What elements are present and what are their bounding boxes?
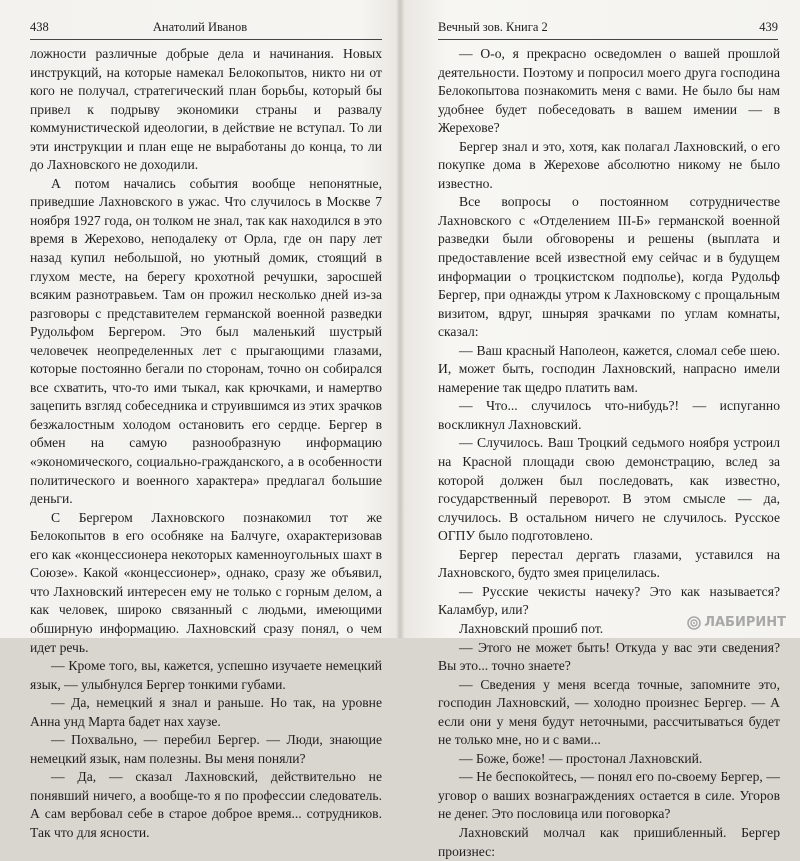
header-rule [30, 39, 382, 40]
paragraph: — Да, — сказал Лахновский, действительно не понявший ничего, а вообще-то я по профессии следователь. А сам вербовал себе в старое доброе время... сотрудников. Так что для ясности. [30, 769, 382, 840]
paragraph: — Ваш красный Наполеон, кажется, сломал себе шею. И, может быть, господин Лахновский, напрасно имели намерение так щедро платить вам. [438, 342, 780, 395]
watermark [687, 615, 786, 630]
paragraph: — Этого не может быть! Откуда у вас эти сведения? Вы это... точно знаете? [438, 639, 780, 674]
paragraph: С Бергером Лахновского познакомил тот же Белокопытов в его особняке на Балчуге, охарактеризовав его как «концессионера некоторых каменноугольных шахт в Союзе». Какой «концессионер», однако, сразу же объявил, что Лахновский интересен ему не только с горным делом, а как человек, широко связанный с людьми, имеющими обширную информацию. Лахновский сразу понял, о чем идет речь. [30, 509, 382, 655]
paragraph: — Да, немецкий я знал и раньше. Но так, на уровне Анна унд Марта бадет нах хаузе. [30, 695, 382, 729]
paragraph: — О-о, я прекрасно осведомлен о вашей прошлой деятельности. Поэтому и попросил моего друга господина Белокопытова познакомить меня с вами. Не было бы нам удобнее будет побеседовать в вашем имении — в Жерехове? [438, 46, 780, 136]
watermark-text: ЛАБИРИНТ [704, 615, 786, 630]
paragraph: — Сведения у меня всегда точные, запомните это, господин Лахновский, — холодно произнес Бергер. — А если они у меня будут неточными, рассчитываться будет не только мне, но и с вами... [438, 676, 780, 748]
right-page [400, 0, 800, 859]
paragraph: — Не беспокойтесь, — понял его по-своему Бергер, — уговор о ваших вознаграждениях остается в силе. Угоров не денег. Это пословица или поговорка? [438, 769, 780, 822]
paragraph: Лахновский молчал как пришибленный. Бергер произнес: [438, 824, 780, 859]
page-number: 439 [759, 20, 778, 34]
left-page [0, 0, 400, 840]
running-title: Анатолий Иванов [152, 20, 248, 34]
paragraph: А потом начались события вообще непонятные, приведшие Лахновского в ужас. Что случилось в Москве 7 ноября 1927 года, он толком не знал, так как находился в это время в Жерехово, неподалеку от Орла, где он пару лет назад купил небольшой, но уютный домик, стоящий в глухом месте, на берегу крохотной речушки, заросшей всяким разнотравьем. Там он прожил несколько дней из-за разговоры с представителем германской военной разведки Рудольфом Бергером. Это был маленький шустрый человечек неопределенных лет с прыгающими глазами, которые постоянно бегали по сторонам, точно он собирался все схватить, что-то ими тыкал, как крючками, и намертво зацепить взгляд собеседника и струившимся из этих зрачков безжалостным холодом остановить его сердце. Бергер в обмен на самую разнообразную информацию «экономического, социально-гражданского, а в особенности политического и военного характера» предлагал большие деньги. [30, 175, 382, 507]
header-rule [438, 39, 778, 40]
paragraph: Лахновский прошиб пот. [459, 620, 604, 636]
paragraph: — Кроме того, вы, кажется, успешно изучаете немецкий язык, — улыбнулся Бергер тонкими губами. [30, 658, 382, 692]
page-text [30, 45, 382, 843]
paragraph: — Похвально, — перебил Бергер. — Люди, знающие немецкий язык, нам полезны. Вы меня поняли? [30, 732, 382, 766]
paragraph: — Русские чекисты начеку? Это как называется? Каламбур, или? [438, 583, 780, 618]
page-text [438, 45, 780, 861]
paragraph: Все вопросы о постоянном сотрудничестве Лахновского с «Отделением III-Б» германской военной разведки были обговорены и решены (выплата и предоставление всей известной ему сейчас и в будущем информации о троцкистском подполье), когда Рудольф Бергер, при однажды утром к Лахновскому с прощальным визитом, вдруг, шныряя зрачками по углам комнаты, сказал: [438, 194, 780, 340]
paragraph: — Боже, боже! — простонал Лахновский. [459, 750, 703, 766]
labyrinth-logo-icon [687, 616, 701, 630]
page-number: 438 [30, 20, 49, 34]
paragraph: ложности различные добрые дела и начинания. Новых инструкций, на которые намекал Белокопытов, никто ни от кого не получал, стратегический план борьбы, который бы привел к подрыву экономики страны и развалу коммунистической идеологии, в действие не вступал. То ли эти инструкции и план еще не выработаны до конца, то ли до Лахновского не доходили. [30, 46, 382, 173]
paragraph: Бергер знал и это, хотя, как полагал Лахновский, о его покупке дома в Жерехове абсолютно никому не было известно. [438, 138, 780, 191]
running-title: Вечный зов. Книга 2 [438, 20, 548, 34]
paragraph: Бергер перестал дергать глазами, уставился на Лахновского, будто змея прицелилась. [438, 546, 780, 581]
paragraph: — Что... случилось что-нибудь?! — испуганно воскликнул Лахновский. [438, 398, 780, 432]
paragraph: — Случилось. Ваш Троцкий седьмого ноября устроил на Красной площади свою демонстрацию, вслед за которой должен был последовать, как известно, государственный переворот. В этом смысле — да, случилось. В остальном ничего не случилось. Русское ОГПУ было подготовлено. [438, 435, 780, 544]
